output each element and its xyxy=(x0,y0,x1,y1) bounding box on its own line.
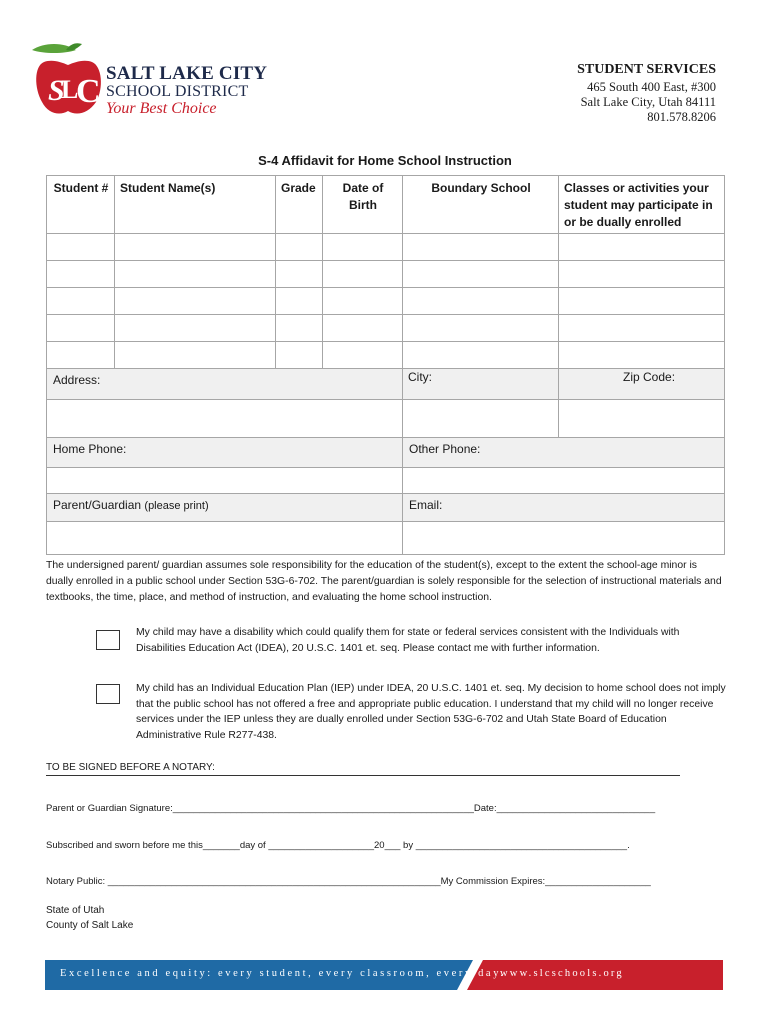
student-name-cell[interactable] xyxy=(115,288,276,315)
disability-checkbox-text: My child may have a disability which could qualify them for state or federal services consistent with the Individuals with Disabilities Education Act (IDEA), 20 U.S.C. 1401 et. seq. Please contact me with further information. xyxy=(136,627,680,654)
classes-cell[interactable] xyxy=(559,288,725,315)
header-phone: 801.578.8206 xyxy=(647,110,716,124)
dob-cell[interactable] xyxy=(323,315,403,342)
dob-cell[interactable] xyxy=(323,288,403,315)
student-number-cell[interactable] xyxy=(47,288,115,315)
student-name-cell[interactable] xyxy=(115,342,276,369)
parent-guardian-hint: (please print) xyxy=(144,500,209,512)
state-text: State of Utah xyxy=(46,905,105,916)
svg-text:L: L xyxy=(61,75,79,104)
disability-checkbox[interactable] xyxy=(96,630,120,650)
header-address-line1: 465 South 400 East, #300 xyxy=(587,80,716,94)
city-input[interactable] xyxy=(403,400,559,438)
parent-guardian-label xyxy=(47,494,403,522)
table-row xyxy=(47,234,725,261)
student-number-cell[interactable] xyxy=(47,315,115,342)
student-name-cell[interactable] xyxy=(115,261,276,288)
boundary-school-cell[interactable] xyxy=(403,261,559,288)
col-student-name: Student Name(s) xyxy=(115,176,276,234)
classes-cell[interactable] xyxy=(559,234,725,261)
boundary-school-cell[interactable] xyxy=(403,234,559,261)
col-student-number: Student # xyxy=(47,176,115,234)
home-phone-label: Home Phone: xyxy=(47,438,403,468)
header-title: STUDENT SERVICES xyxy=(577,62,716,77)
col-classes-activities: Classes or activities your student may participate in or be dually enrolled xyxy=(559,176,725,234)
address-label: Address: xyxy=(47,369,403,400)
signature-line[interactable]: Parent or Guardian Signature:_________________________________________________________Date:______________________________ xyxy=(46,803,656,814)
dob-cell[interactable] xyxy=(323,234,403,261)
notary-public-line[interactable]: Notary Public: _______________________________________________________________My Commission Expires:____________________ xyxy=(46,876,651,887)
footer-website[interactable]: www.slcschools.org xyxy=(500,968,624,979)
parent-guardian-input[interactable] xyxy=(47,522,403,555)
home-phone-input[interactable] xyxy=(47,468,403,494)
footer-motto: Excellence and equity: every student, every classroom, every day. xyxy=(60,968,506,979)
student-number-cell[interactable] xyxy=(47,234,115,261)
grade-cell[interactable] xyxy=(276,261,323,288)
header-address-line2: Salt Lake City, Utah 84111 xyxy=(580,95,716,109)
student-table xyxy=(46,175,725,555)
boundary-school-cell[interactable] xyxy=(403,288,559,315)
col-date-of-birth: Date of Birth xyxy=(323,176,403,234)
sworn-line[interactable]: Subscribed and sworn before me this_______day of ____________________20___ by ________________________________________. xyxy=(46,840,630,851)
classes-cell[interactable] xyxy=(559,315,725,342)
form-title: S-4 Affidavit for Home School Instruction xyxy=(258,153,512,168)
table-row xyxy=(47,315,725,342)
parent-label-row xyxy=(47,494,725,522)
student-table-header xyxy=(47,176,725,234)
grade-cell[interactable] xyxy=(276,342,323,369)
logo-tagline: Your Best Choice xyxy=(106,100,217,117)
affidavit-statement: The undersigned parent/ guardian assumes sole responsibility for the education of the student(s), except to the extent the school-age minor is dually enrolled in a public school under Section 53G-6-702. The parent/guardian is solely responsible for the selection of instructional materials and textbooks, the time, place, and method of instruction, and evaluating the home school instruction. xyxy=(46,560,722,603)
zip-input[interactable] xyxy=(559,400,725,438)
grade-cell[interactable] xyxy=(276,288,323,315)
other-phone-input[interactable] xyxy=(403,468,725,494)
parent-input-row xyxy=(47,522,725,555)
iep-checkbox-text: My child has an Individual Education Plan (IEP) under IDEA, 20 U.S.C. 1401 et. seq. My decision to home school does not imply that the public school has not offered a free and appropriate public education. I understand that my child will no longer receive services under the IEP unless they are dually enrolled under Section 53G-6-702 and Utah State Board of Education Administrative Rule R277-438. xyxy=(136,683,726,741)
svg-text:S: S xyxy=(48,74,65,107)
student-name-cell[interactable] xyxy=(115,234,276,261)
table-row xyxy=(47,342,725,369)
student-number-cell[interactable] xyxy=(47,261,115,288)
grade-cell[interactable] xyxy=(276,234,323,261)
address-input[interactable] xyxy=(47,400,403,438)
col-boundary-school: Boundary School xyxy=(403,176,559,234)
table-row xyxy=(47,261,725,288)
phone-label-row xyxy=(47,438,725,468)
email-input[interactable] xyxy=(403,522,725,555)
student-number-cell[interactable] xyxy=(47,342,115,369)
iep-checkbox[interactable] xyxy=(96,684,120,704)
boundary-school-cell[interactable] xyxy=(403,342,559,369)
logo-name-line1: SALT LAKE CITY xyxy=(106,63,268,84)
logo-name-line2: SCHOOL DISTRICT xyxy=(106,83,249,100)
classes-cell[interactable] xyxy=(559,342,725,369)
phone-input-row xyxy=(47,468,725,494)
svg-text:C: C xyxy=(76,73,101,110)
grade-cell[interactable] xyxy=(276,315,323,342)
dob-cell[interactable] xyxy=(323,342,403,369)
other-phone-label: Other Phone: xyxy=(403,438,725,468)
boundary-school-cell[interactable] xyxy=(403,315,559,342)
city-label-text: City: xyxy=(408,370,432,384)
address-input-row xyxy=(47,400,725,438)
table-row xyxy=(47,288,725,315)
notary-divider xyxy=(46,775,680,776)
col-grade: Grade xyxy=(276,176,323,234)
zip-label-text: Zip Code: xyxy=(623,370,676,384)
email-label: Email: xyxy=(403,494,725,522)
parent-guardian-label-text: Parent/Guardian xyxy=(53,498,142,512)
dob-cell[interactable] xyxy=(323,261,403,288)
county-text: County of Salt Lake xyxy=(46,920,134,931)
notary-title: TO BE SIGNED BEFORE A NOTARY: xyxy=(46,762,215,773)
classes-cell[interactable] xyxy=(559,261,725,288)
student-name-cell[interactable] xyxy=(115,315,276,342)
